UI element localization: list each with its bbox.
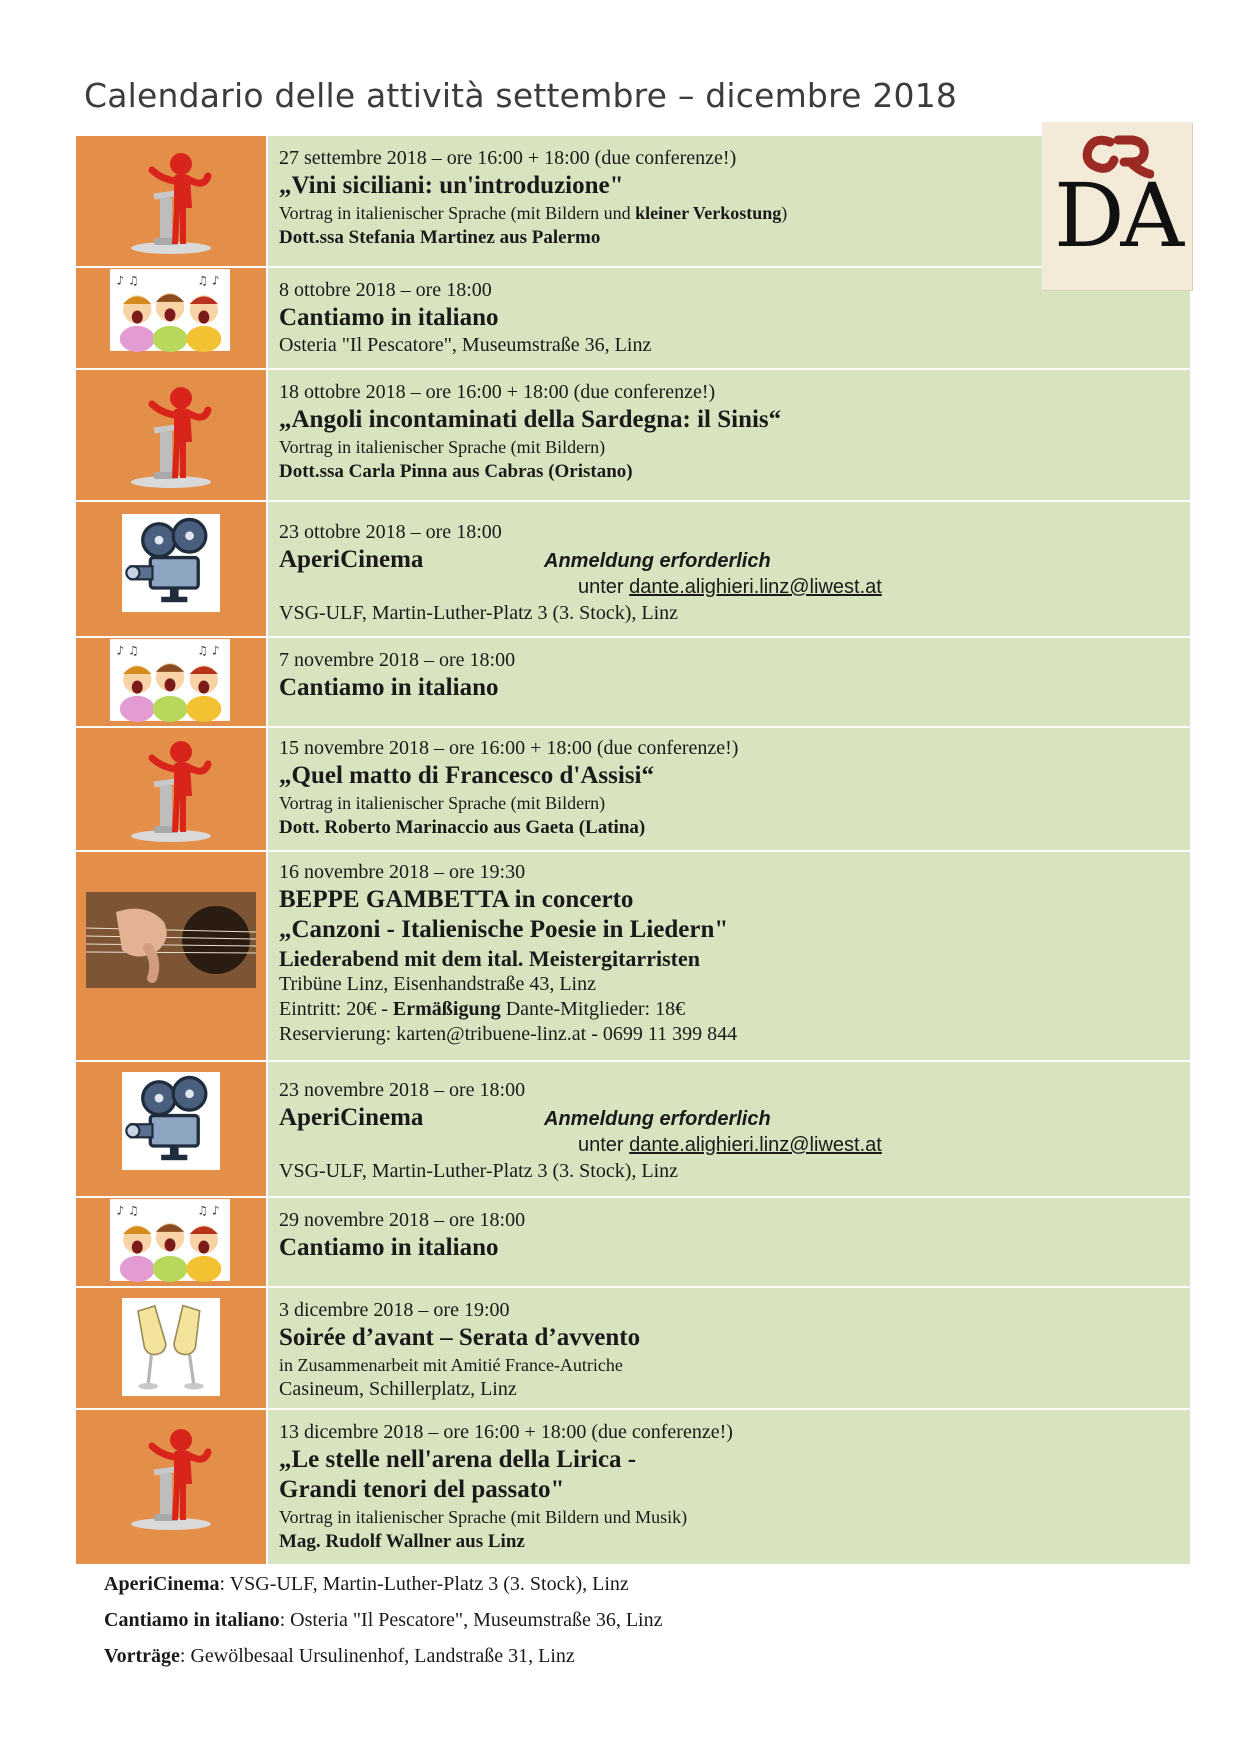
event-row bbox=[76, 1062, 1190, 1196]
singing-group-icon bbox=[110, 638, 230, 722]
legend-label: AperiCinema bbox=[104, 1573, 220, 1595]
event-icon-cell bbox=[76, 1288, 266, 1408]
event-content bbox=[268, 1198, 1190, 1286]
registration-note: Anmeldung erforderlich bbox=[544, 550, 771, 572]
legend-text: : Gewölbesaal Ursulinenhof, Landstraße 31, Linz bbox=[179, 1645, 575, 1667]
event-content bbox=[268, 502, 1190, 636]
event-description: Vortrag in italienischer Sprache (mit Bildern) bbox=[279, 437, 606, 457]
event-date: 7 novembre 2018 – ore 18:00 bbox=[279, 649, 516, 671]
event-speaker: Dott. Roberto Marinaccio aus Gaeta (Latina) bbox=[279, 817, 646, 838]
event-title: BEPPE GAMBETTA in concerto bbox=[279, 886, 634, 913]
unter-label: unter bbox=[578, 576, 630, 598]
speaker-at-podium-icon bbox=[116, 382, 226, 492]
price-text: Eintritt: 20€ - bbox=[279, 998, 393, 1020]
event-row bbox=[76, 728, 1190, 850]
event-icon-cell bbox=[76, 1198, 266, 1286]
film-projector-icon bbox=[122, 1072, 220, 1170]
event-date: 27 settembre 2018 – ore 16:00 + 18:00 (due conferenze!) bbox=[279, 147, 737, 169]
event-content bbox=[268, 852, 1190, 1060]
description-text-end: ) bbox=[781, 203, 788, 223]
event-title: AperiCinema bbox=[279, 1104, 424, 1131]
event-speaker: Mag. Rudolf Wallner aus Linz bbox=[279, 1531, 525, 1552]
unter-label: unter bbox=[578, 1134, 630, 1156]
event-icon-cell bbox=[76, 852, 266, 1060]
speaker-at-podium-icon bbox=[116, 148, 226, 258]
legend-item bbox=[104, 1638, 662, 1674]
event-icon-cell bbox=[76, 268, 266, 368]
price-member-text: Dante-Mitglieder: 18€ bbox=[500, 998, 686, 1020]
event-description: Vortrag in italienischer Sprache (mit Bildern) bbox=[279, 793, 606, 813]
logo-text: DA bbox=[1053, 164, 1181, 267]
event-title: AperiCinema bbox=[279, 546, 424, 573]
event-date: 15 novembre 2018 – ore 16:00 + 18:00 (due conferenze!) bbox=[279, 737, 739, 759]
event-title: „Angoli incontaminati della Sardegna: il Sinis“ bbox=[279, 406, 782, 433]
event-speaker: Dott.ssa Stefania Martinez aus Palermo bbox=[279, 227, 601, 248]
event-row bbox=[76, 1198, 1190, 1286]
legend-item bbox=[104, 1566, 662, 1602]
event-title: „Quel matto di Francesco d'Assisi“ bbox=[279, 762, 654, 789]
event-title: „Le stelle nell'arena della Lirica - bbox=[279, 1446, 637, 1473]
registration-note: Anmeldung erforderlich bbox=[544, 1108, 771, 1130]
event-place: VSG-ULF, Martin-Luther-Platz 3 (3. Stock), Linz bbox=[279, 1160, 679, 1182]
speaker-at-podium-icon bbox=[116, 1424, 226, 1534]
event-row bbox=[76, 370, 1190, 500]
registration-contact bbox=[578, 1134, 882, 1157]
legend-label: Cantiamo in italiano bbox=[104, 1609, 280, 1631]
guitar-photo bbox=[86, 892, 256, 988]
email-link[interactable]: dante.alighieri.linz@liwest.at bbox=[629, 1134, 882, 1156]
event-icon-cell bbox=[76, 502, 266, 636]
speaker-at-podium-icon bbox=[116, 736, 226, 846]
page-title: Calendario delle attività settembre – dicembre 2018 bbox=[84, 76, 958, 115]
event-date: 29 novembre 2018 – ore 18:00 bbox=[279, 1209, 526, 1231]
event-row bbox=[76, 1410, 1190, 1564]
email-link[interactable]: dante.alighieri.linz@liwest.at bbox=[629, 576, 882, 598]
legend-text: : Osteria "Il Pescatore", Museumstraße 36, Linz bbox=[279, 1609, 663, 1631]
event-title-2: Grandi tenori del passato" bbox=[279, 1476, 565, 1503]
event-content bbox=[268, 370, 1190, 500]
event-description: in Zusammenarbeit mit Amitié France-Autriche bbox=[279, 1355, 623, 1375]
event-title: Cantiamo in italiano bbox=[279, 674, 499, 701]
event-row bbox=[76, 268, 1190, 368]
event-row bbox=[76, 136, 1190, 266]
event-place: Osteria "Il Pescatore", Museumstraße 36, Linz bbox=[279, 334, 652, 356]
event-title-2: „Canzoni - Italienische Poesie in Liedern" bbox=[279, 916, 729, 943]
legend-text: : VSG-ULF, Martin-Luther-Platz 3 (3. Stock), Linz bbox=[219, 1573, 629, 1595]
event-icon-cell bbox=[76, 136, 266, 266]
event-icon-cell bbox=[76, 1062, 266, 1196]
event-content bbox=[268, 1062, 1190, 1196]
event-row bbox=[76, 638, 1190, 726]
event-content bbox=[268, 1410, 1190, 1564]
venue-legend bbox=[104, 1566, 662, 1674]
event-icon-cell bbox=[76, 1410, 266, 1564]
event-row bbox=[76, 1288, 1190, 1408]
event-icon-cell bbox=[76, 728, 266, 850]
event-place: Tribüne Linz, Eisenhandstraße 43, Linz bbox=[279, 973, 596, 995]
champagne-glasses-icon bbox=[122, 1298, 220, 1396]
event-icon-cell bbox=[76, 638, 266, 726]
description-text: Vortrag in italienischer Sprache (mit Bildern und bbox=[279, 203, 636, 223]
legend-label: Vorträge bbox=[104, 1645, 180, 1667]
film-projector-icon bbox=[122, 514, 220, 612]
singing-group-icon bbox=[110, 268, 230, 352]
event-reservation: Reservierung: karten@tribuene-linz.at - 0699 11 399 844 bbox=[279, 1023, 738, 1045]
price-discount-label: Ermäßigung bbox=[392, 998, 501, 1020]
event-title: Cantiamo in italiano bbox=[279, 1234, 499, 1261]
event-place: VSG-ULF, Martin-Luther-Platz 3 (3. Stock), Linz bbox=[279, 602, 679, 624]
event-content bbox=[268, 1288, 1190, 1408]
event-row bbox=[76, 852, 1190, 1060]
event-date: 23 novembre 2018 – ore 18:00 bbox=[279, 1079, 526, 1101]
registration-contact bbox=[578, 576, 882, 599]
event-content bbox=[268, 728, 1190, 850]
event-title: Cantiamo in italiano bbox=[279, 304, 499, 331]
event-title: „Vini siciliani: un'introduzione" bbox=[279, 172, 624, 199]
event-price bbox=[279, 997, 1180, 1022]
event-icon-cell bbox=[76, 370, 266, 500]
event-description: Vortrag in italienischer Sprache (mit Bildern und Musik) bbox=[279, 1507, 688, 1527]
legend-item bbox=[104, 1602, 662, 1638]
event-date: 18 ottobre 2018 – ore 16:00 + 18:00 (due conferenze!) bbox=[279, 381, 716, 403]
event-content bbox=[268, 638, 1190, 726]
event-date: 16 novembre 2018 – ore 19:30 bbox=[279, 861, 526, 883]
event-date: 13 dicembre 2018 – ore 16:00 + 18:00 (due conferenze!) bbox=[279, 1421, 733, 1443]
event-place: Casineum, Schillerplatz, Linz bbox=[279, 1378, 517, 1400]
dante-alighieri-logo bbox=[1042, 122, 1192, 290]
description-highlight: kleiner Verkostung bbox=[635, 203, 782, 223]
singing-group-icon bbox=[110, 1198, 230, 1282]
event-date: 3 dicembre 2018 – ore 19:00 bbox=[279, 1299, 510, 1321]
event-speaker: Dott.ssa Carla Pinna aus Cabras (Oristano) bbox=[279, 461, 633, 482]
event-subtitle: Liederabend mit dem ital. Meistergitarristen bbox=[279, 946, 700, 971]
event-date: 8 ottobre 2018 – ore 18:00 bbox=[279, 279, 492, 301]
event-row bbox=[76, 502, 1190, 636]
event-title: Soirée d’avant – Serata d’avvento bbox=[279, 1324, 641, 1351]
event-date: 23 ottobre 2018 – ore 18:00 bbox=[279, 521, 502, 543]
